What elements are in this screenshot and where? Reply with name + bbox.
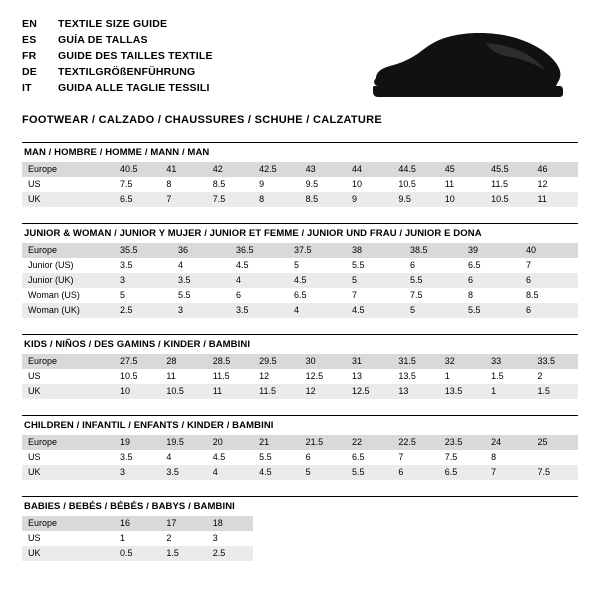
size-cell: 1 <box>120 533 126 543</box>
size-cell <box>532 531 578 546</box>
language-titles <box>22 18 213 98</box>
row-label: Europe <box>22 162 114 177</box>
size-cell: 37.5 <box>288 243 346 258</box>
size-cell: 8 <box>166 179 172 189</box>
language-code: EN <box>22 18 37 30</box>
language-code: IT <box>22 82 32 94</box>
size-cell: 20 <box>207 435 253 450</box>
size-cell: 5.5 <box>404 273 462 288</box>
size-cell: 3.5 <box>172 273 230 288</box>
size-cell: 10.5 <box>160 384 206 399</box>
size-cell: 12.5 <box>305 371 324 381</box>
table-row <box>22 435 578 450</box>
table-row <box>22 192 578 207</box>
size-cell: 8 <box>491 452 497 462</box>
size-cell: 5 <box>120 290 126 300</box>
size-cell: 6 <box>462 273 520 288</box>
row-label: Europe <box>22 435 114 450</box>
table-row <box>22 384 578 399</box>
size-cell <box>485 516 531 531</box>
size-cell: 4 <box>288 303 346 318</box>
dress-shoe-silhouette-icon <box>368 28 568 102</box>
size-cell: 7 <box>398 452 404 462</box>
size-cell: 6 <box>392 465 438 480</box>
size-cell: 31 <box>346 354 392 369</box>
size-cell: 11 <box>207 384 253 399</box>
size-table <box>22 162 578 207</box>
language-code: FR <box>22 50 37 62</box>
table-row <box>22 162 578 177</box>
size-cell: 4.5 <box>212 452 226 462</box>
table-row <box>22 465 578 480</box>
size-cell: 3 <box>212 533 218 543</box>
size-cell: 3.5 <box>230 303 288 318</box>
size-table <box>22 243 578 318</box>
size-cell: 19.5 <box>160 435 206 450</box>
page-header <box>22 18 578 104</box>
row-label: Junior (UK) <box>22 273 114 288</box>
language-title: GUIDE DES TAILLES TEXTILE <box>58 50 213 62</box>
size-cell <box>346 516 392 531</box>
size-block <box>22 142 578 207</box>
size-cell: 7.5 <box>410 290 423 300</box>
size-cell: 6.5 <box>294 290 307 300</box>
table-row <box>22 531 578 546</box>
row-label: UK <box>22 546 114 561</box>
row-label: UK <box>22 465 114 480</box>
size-cell: 29.5 <box>253 354 299 369</box>
size-cell: 9.5 <box>305 179 319 189</box>
language-row <box>22 34 213 50</box>
size-cell: 33.5 <box>532 354 578 369</box>
size-cell <box>346 546 392 561</box>
size-cell: 25 <box>532 435 578 450</box>
size-cell: 18 <box>207 516 253 531</box>
table-row <box>22 273 578 288</box>
size-cell <box>392 516 438 531</box>
size-cell: 4 <box>230 273 288 288</box>
size-cell: 44 <box>346 162 392 177</box>
size-cell: 28 <box>160 354 206 369</box>
size-cell: 21.5 <box>300 435 346 450</box>
size-cell: 16 <box>114 516 160 531</box>
size-cell: 3.5 <box>160 465 206 480</box>
size-cell: 30 <box>300 354 346 369</box>
size-cell <box>485 531 531 546</box>
size-cell: 4 <box>178 260 184 270</box>
size-cell: 10.5 <box>485 192 531 207</box>
language-row <box>22 66 213 82</box>
size-cell: 5 <box>300 465 346 480</box>
size-cell: 35.5 <box>114 243 172 258</box>
table-row <box>22 288 578 303</box>
size-cell: 7.5 <box>120 179 133 189</box>
size-cell: 38.5 <box>404 243 462 258</box>
size-cell: 3 <box>114 465 160 480</box>
table-row <box>22 243 578 258</box>
size-cell: 17 <box>160 516 206 531</box>
language-row <box>22 50 213 66</box>
table-row <box>22 369 578 384</box>
table-row <box>22 303 578 318</box>
size-cell: 4.5 <box>236 260 249 270</box>
size-cell: 4.5 <box>253 465 299 480</box>
size-cell <box>300 516 346 531</box>
size-cell: 4.5 <box>346 303 404 318</box>
size-table <box>22 516 578 561</box>
size-cell: 11.5 <box>253 384 299 399</box>
size-cell: 1 <box>444 371 450 381</box>
size-block <box>22 334 578 399</box>
size-cell: 11 <box>444 179 455 189</box>
language-title: TEXTILE SIZE GUIDE <box>58 18 168 30</box>
size-cell: 11 <box>166 371 176 381</box>
size-cell: 13 <box>392 384 438 399</box>
size-cell: 28.5 <box>207 354 253 369</box>
language-row <box>22 82 213 98</box>
size-cell: 4 <box>207 465 253 480</box>
size-cell: 2.5 <box>114 303 172 318</box>
size-cell <box>253 546 299 561</box>
size-cell: 12.5 <box>346 384 392 399</box>
size-cell: 6 <box>520 273 578 288</box>
size-cell: 2 <box>166 533 172 543</box>
size-cell: 2 <box>537 371 543 381</box>
size-cell: 21 <box>253 435 299 450</box>
size-cell: 5 <box>404 303 462 318</box>
table-row <box>22 516 578 531</box>
row-label: UK <box>22 192 114 207</box>
size-cell <box>439 546 485 561</box>
size-cell: 3 <box>172 303 230 318</box>
size-cell: 7.5 <box>532 465 578 480</box>
size-block <box>22 415 578 480</box>
size-cell: 22 <box>346 435 392 450</box>
language-row <box>22 18 213 34</box>
size-cell <box>439 516 485 531</box>
row-label: Woman (US) <box>28 290 80 300</box>
size-cell: 11.5 <box>212 371 230 381</box>
size-cell: 10 <box>114 384 160 399</box>
table-row <box>22 177 578 192</box>
size-cell <box>439 531 485 546</box>
size-cell: 3.5 <box>120 260 133 270</box>
size-cell: 32 <box>439 354 485 369</box>
table-row <box>22 258 578 273</box>
size-cell: 10 <box>351 179 362 189</box>
size-table <box>22 435 578 480</box>
size-cell: 36.5 <box>230 243 288 258</box>
size-cell: 3.5 <box>120 452 133 462</box>
size-cell: 6 <box>236 290 242 300</box>
size-cell: 1.5 <box>160 546 206 561</box>
size-cell: 8.5 <box>526 290 539 300</box>
size-block-title: CHILDREN / INFANTIL / ENFANTS / KINDER / BAMBINI <box>24 420 274 431</box>
size-cell <box>253 516 299 531</box>
row-label: US <box>28 179 41 189</box>
size-cell: 1 <box>485 384 531 399</box>
size-cell: 22.5 <box>392 435 438 450</box>
size-cell: 45.5 <box>485 162 531 177</box>
size-cell: 9.5 <box>392 192 438 207</box>
size-block-title: BABIES / BEBÉS / BÉBÉS / BABYS / BAMBINI <box>24 501 235 512</box>
size-cell: 8.5 <box>212 179 226 189</box>
size-cell: 8 <box>253 192 299 207</box>
size-cell: 4.5 <box>288 273 346 288</box>
row-label: US <box>28 452 41 462</box>
size-cell: 11 <box>532 192 578 207</box>
size-cell: 9 <box>346 192 392 207</box>
size-cell: 7 <box>160 192 206 207</box>
size-cell: 7 <box>352 290 358 300</box>
size-cell <box>485 546 531 561</box>
size-cell: 6.5 <box>351 452 365 462</box>
size-cell: 19 <box>114 435 160 450</box>
size-cell: 10.5 <box>120 371 138 381</box>
row-label: Europe <box>22 516 114 531</box>
size-cell: 8.5 <box>300 192 346 207</box>
size-cell <box>300 531 346 546</box>
size-cell: 33 <box>485 354 531 369</box>
size-cell: 13.5 <box>398 371 416 381</box>
size-cell <box>392 546 438 561</box>
table-row <box>22 354 578 369</box>
language-code: DE <box>22 66 37 78</box>
size-cell: 42.5 <box>253 162 299 177</box>
size-cell: 6.5 <box>439 465 485 480</box>
size-cell: 46 <box>532 162 578 177</box>
size-cell: 6 <box>305 452 311 462</box>
size-cell: 8 <box>468 290 474 300</box>
language-title: GUÍA DE TALLAS <box>58 34 148 46</box>
size-cell: 40 <box>520 243 578 258</box>
size-cell: 5 <box>294 260 300 270</box>
size-cell: 39 <box>462 243 520 258</box>
language-code: ES <box>22 34 37 46</box>
size-cell: 1.5 <box>532 384 578 399</box>
size-cell: 31.5 <box>392 354 438 369</box>
size-cell: 12 <box>537 179 548 189</box>
size-cell: 13.5 <box>439 384 485 399</box>
size-cell: 45 <box>439 162 485 177</box>
size-cell <box>253 531 299 546</box>
size-cell: 12 <box>300 384 346 399</box>
size-cell: 1.5 <box>491 371 504 381</box>
size-cell: 23.5 <box>439 435 485 450</box>
size-cell <box>532 516 578 531</box>
row-label: US <box>28 533 41 543</box>
size-cell: 12 <box>259 371 270 381</box>
size-cell: 13 <box>351 371 362 381</box>
size-cell: 5.5 <box>178 290 191 300</box>
size-cell: 4 <box>166 452 172 462</box>
size-cell: 3 <box>114 273 172 288</box>
table-row <box>22 450 578 465</box>
size-cell: 5.5 <box>259 452 272 462</box>
size-cell: 7 <box>485 465 531 480</box>
size-cell: 40.5 <box>114 162 160 177</box>
row-label: Europe <box>22 243 114 258</box>
size-cell <box>392 531 438 546</box>
size-blocks <box>22 142 578 561</box>
size-cell: 6.5 <box>468 260 481 270</box>
size-cell: 5.5 <box>462 303 520 318</box>
size-cell: 11.5 <box>491 179 508 189</box>
size-cell: 6 <box>410 260 416 270</box>
size-cell <box>346 531 392 546</box>
size-table <box>22 354 578 399</box>
row-label: Europe <box>22 354 114 369</box>
size-cell: 44.5 <box>392 162 438 177</box>
size-cell: 43 <box>300 162 346 177</box>
size-cell: 36 <box>172 243 230 258</box>
size-cell <box>532 450 578 465</box>
size-cell: 27.5 <box>114 354 160 369</box>
row-label: UK <box>22 384 114 399</box>
size-cell: 41 <box>160 162 206 177</box>
size-cell: 42 <box>207 162 253 177</box>
size-cell: 6 <box>520 303 578 318</box>
table-row <box>22 546 578 561</box>
size-cell <box>532 546 578 561</box>
language-title: TEXTILGRÖßENFÜHRUNG <box>58 66 196 78</box>
size-block-title: KIDS / NIÑOS / DES GAMINS / KINDER / BAMBINI <box>24 339 251 350</box>
size-cell: 10.5 <box>398 179 416 189</box>
size-cell: 5 <box>346 273 404 288</box>
category-title: FOOTWEAR / CALZADO / CHAUSSURES / SCHUHE / CALZATURE <box>22 114 383 126</box>
size-block-title: MAN / HOMBRE / HOMME / MANN / MAN <box>24 147 210 158</box>
size-cell: 10 <box>439 192 485 207</box>
row-label: US <box>28 371 41 381</box>
size-cell: 5.5 <box>346 465 392 480</box>
size-block <box>22 496 578 561</box>
language-title: GUIDA ALLE TAGLIE TESSILI <box>58 82 210 94</box>
size-cell: 38 <box>346 243 404 258</box>
size-cell: 24 <box>485 435 531 450</box>
size-block-title: JUNIOR & WOMAN / JUNIOR Y MUJER / JUNIOR ET FEMME / JUNIOR UND FRAU / JUNIOR E DONA <box>24 228 482 239</box>
size-cell: 9 <box>259 179 265 189</box>
row-label: Woman (UK) <box>22 303 114 318</box>
size-cell: 6.5 <box>114 192 160 207</box>
size-cell <box>300 546 346 561</box>
size-cell: 7.5 <box>444 452 458 462</box>
size-block <box>22 223 578 318</box>
size-cell: 5.5 <box>352 260 365 270</box>
row-label: Junior (US) <box>28 260 74 270</box>
size-cell: 2.5 <box>207 546 253 561</box>
size-cell: 0.5 <box>114 546 160 561</box>
size-cell: 7.5 <box>207 192 253 207</box>
size-cell: 7 <box>526 260 532 270</box>
